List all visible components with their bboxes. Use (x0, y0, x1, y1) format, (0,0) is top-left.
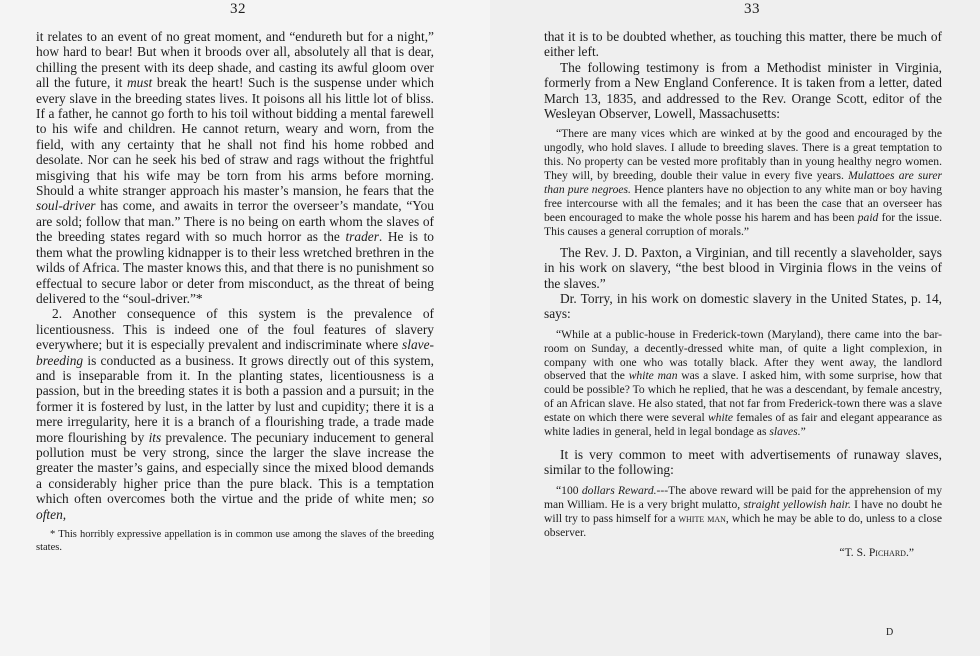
page-number: 32 (230, 1, 246, 17)
block-quote: “There are many vices which are winked at by the good and encouraged by the ungodly, who hold slaves. I allude to breeding slaves. There is a great temptation to this. No property can be vested more profitably than in young healthy negro women. They will, by breeding, double their value in every five years. Mulattoes are surer than pure negroes. Hence planters have no objection to any white man or boy having free intercourse with all the females; and it has been the case that an overseer has been encouraged to make the whole posse his harem and has been paid for the issue. This causes a general corruption of morals.” (544, 127, 942, 238)
paragraph: The following testimony is from a Methodist minister in Virginia, formerly from a New England Conference. It is taken from a letter, dated March 13, 1835, and addressed to the Rev. Orange Scott, editor of the Wesleyan Observer, Lowell, Massachusetts: (544, 59, 942, 122)
page-body (544, 29, 942, 561)
paragraph: it relates to an event of no great moment, and “endureth but for a night,” how hard to bear! But when it broods over all, absolutely all that is dear, chilling the present with its deep shade, and casting its awful gloom over all the future, it must break the heart! Such is the suspense under which every slave in the breeding states lives. It poisons all his little lot of bliss. If a father, he cannot go forth to his toil without bidding a mental farewell to his wife and children. He cannot return, weary and worn, from the field, with any certainty that he shall not find his home robbed and desolate. Nor can he seek his bed of straw and rags without the frightful misgiving that his wife may be torn from his arms before morning. Should a white stranger approach his master’s mansion, he fears that the soul-driver has come, and awaits in terror the overseer’s mandate, “You are sold; follow that man.” There is no being on earth whom the slaves of the breeding states regard with so much horror as the trader. He is to them what the prowling kidnapper is to their less wretched brethren in the wilds of Africa. The master knows this, and that there is no punishment so effectual to secure labor or deter from misconduct, as the threat of being delivered to the “soul-driver.”* (36, 29, 434, 306)
paragraph: Dr. Torry, in his work on domestic slavery in the United States, p. 14, says: (544, 290, 942, 322)
signature-mark: D (886, 627, 894, 638)
block-quote: “While at a public-house in Frederick-town (Maryland), there came into the bar-room on Sunday, a decently-dressed white man, of quite a light complexion, in company with one who was totally black. After they went away, the landlord observed that the white man was a slave. I asked him, with some surprise, how that could be possible? To which he replied, that he was a descendant, by female ancestry, of an African slave. He also stated, that not far from Frederick-town there was a slave estate on which there were several white females of as fair and elegant appearance as white ladies in general, held in legal bondage as slaves.” (544, 327, 943, 439)
footnote: * This horribly expressive appellation is in common use among the slaves of the breeding states. (36, 529, 434, 553)
page-body (36, 29, 434, 554)
paragraph: The Rev. J. D. Paxton, a Virginian, and till recently a slaveholder, says in his work on slavery, “the best blood in Virginia flows in the veins of the slaves.” (544, 244, 942, 291)
right-page (490, 0, 980, 656)
paragraph: 2. Another consequence of this system is the prevalence of licentiousness. This is indeed one of the foul features of slavery everywhere; but it is especially prevalent and indiscriminate where slave-breeding is conducted as a business. It grows directly out of this system, and is inseparable from it. In the planting states, licentiousness is a passion, but in the breeding states it is both a passion and a pursuit; in the former it is fostered by lust, in the latter by lust and cupidity; there it is a mere irregularity, here it is a branch of a flourishing trade, a trade made more flourishing by its prevalence. The pecuniary inducement to general pollution must be very strong, since the larger the slave increase the greater the master’s gains, and especially since the mixed blood demands a considerably higher price than the pure black. This is a temptation which often overcomes both the virtue and the pride of white men; so often, (36, 306, 434, 522)
page-number: 33 (744, 1, 760, 17)
signature: “T. S. Pichard.” (839, 546, 914, 560)
paragraph: that it is to be doubted whether, as touching this matter, there be much of either left. (544, 29, 942, 60)
paragraph: It is very common to meet with advertisements of runaway slaves, similar to the following: (544, 446, 942, 478)
block-quote: “100 dollars Reward.---The above reward will be paid for the apprehension of my man William. He is a very bright mulatto, straight yellowish hair. I have no doubt he will try to pass himself for a white man, which he may be able to do, unless to a close observer. (544, 483, 943, 539)
